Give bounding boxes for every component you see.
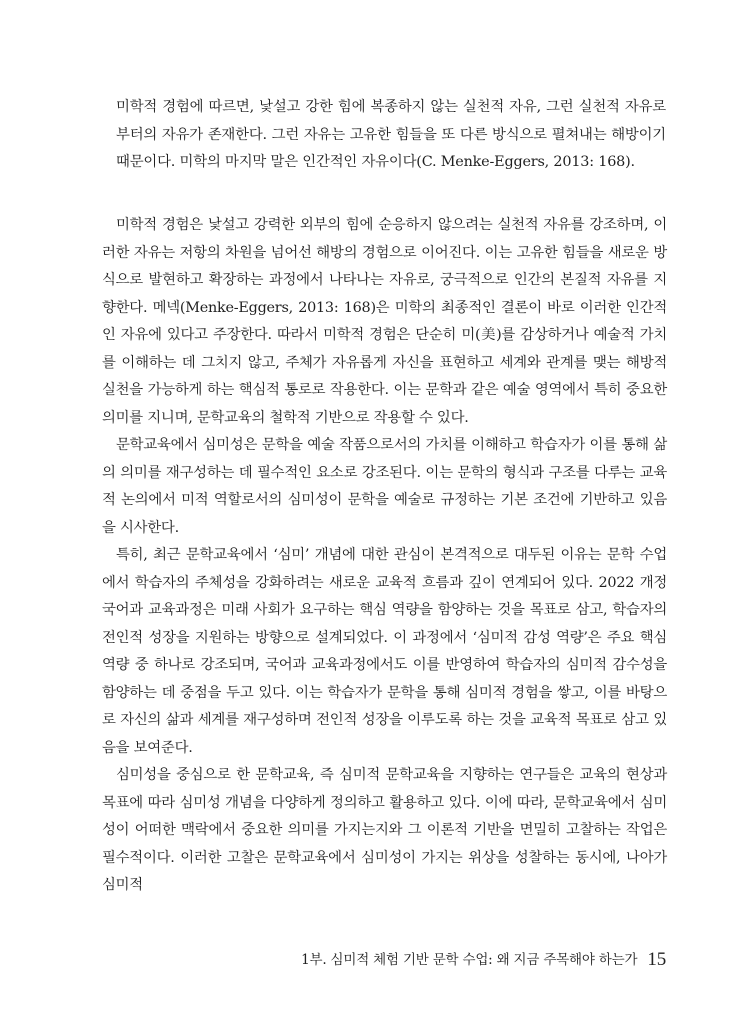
page-number: 15 (647, 949, 666, 970)
block-quote: 미학적 경험에 따르면, 낯설고 강한 힘에 복종하지 않는 실천적 자유, 그런 실천적 자유로부터의 자유가 존재한다. 그런 자유는 고유한 힘들을 또 다른 방식으로 펼쳐내는 해방이기 때문이다. 미학의 마지막 말은 인간적인 자유이다(C. Menke-Eggers, 2013: 168). (116, 99, 666, 170)
paragraph: 미학적 경험은 낯설고 강력한 외부의 힘에 순응하지 않으려는 실천적 자유를 강조하며, 이러한 자유는 저항의 차원을 넘어선 해방의 경험으로 이어진다. 이는 고유한 힘들을 새로운 방식으로 발현하고 확장하는 과정에서 나타나는 자유로, 궁극적으로 인간의 본질적 자유를 지향한다. 메넥(Menke-Eggers, 2013: 168)은 미학의 최종적인 결론이 바로 이러한 인간적인 자유에 있다고 주장한다. 따라서 미학적 경험은 단순히 미(美)를 감상하거나 예술적 가치를 이해하는 데 그치지 않고, 주체가 자유롭게 자신을 표현하고 세계와 관계를 맺는 해방적 실천을 가능하게 하는 핵심적 통로로 작용한다. 이는 문학과 같은 예술 영역에서 특히 중요한 의미를 지니며, 문학교육의 철학적 기반으로 작용할 수 있다. (102, 217, 667, 426)
body-text (102, 212, 667, 900)
paragraph: 특히, 최근 문학교육에서 ‘심미’ 개념에 대한 관심이 본격적으로 대두된 이유는 문학 수업에서 학습자의 주체성을 강화하려는 새로운 교육적 흐름과 깊이 연계되어 있다. 2022 개정 국어과 교육과정은 미래 사회가 요구하는 핵심 역량을 함양하는 것을 목표로 삼고, 학습자의 전인적 성장을 지원하는 방향으로 설계되었다. 이 과정에서 ‘심미적 감성 역량’은 주요 핵심 역량 중 하나로 강조되며, 국어과 교육과정에서도 이를 반영하여 학습자의 심미적 감수성을 함양하는 데 중점을 두고 있다. 이는 학습자가 문학을 통해 심미적 경험을 쌓고, 이를 바탕으로 자신의 삶과 세계를 재구성하며 전인적 성장을 이루도록 하는 것을 교육적 목표로 삼고 있음을 보여준다. (102, 547, 667, 756)
page-footer (0, 948, 666, 971)
paragraph: 문학교육에서 심미성은 문학을 예술 작품으로서의 가치를 이해하고 학습자가 이를 통해 삶의 의미를 재구성하는 데 필수적인 요소로 강조된다. 이는 문학의 형식과 구조를 다루는 교육적 논의에서 미적 역할로서의 심미성이 문학을 예술로 규정하는 기본 조건에 기반하고 있음을 시사한다. (102, 437, 667, 536)
paragraph: 심미성을 중심으로 한 문학교육, 즉 심미적 문학교육을 지향하는 연구들은 교육의 현상과 목표에 따라 심미성 개념을 다양하게 정의하고 활용하고 있다. 이에 따라, 문학교육에서 심미성이 어떠한 맥락에서 중요한 의미를 가지는지와 그 이론적 기반을 면밀히 고찰하는 작업은 필수적이다. 이러한 고찰은 문학교육에서 심미성이 가지는 위상을 성찰하는 동시에, 나아가 심미적 (102, 767, 667, 893)
running-title: 1부. 심미적 체험 기반 문학 수업: 왜 지금 주목해야 하는가 (301, 952, 638, 968)
